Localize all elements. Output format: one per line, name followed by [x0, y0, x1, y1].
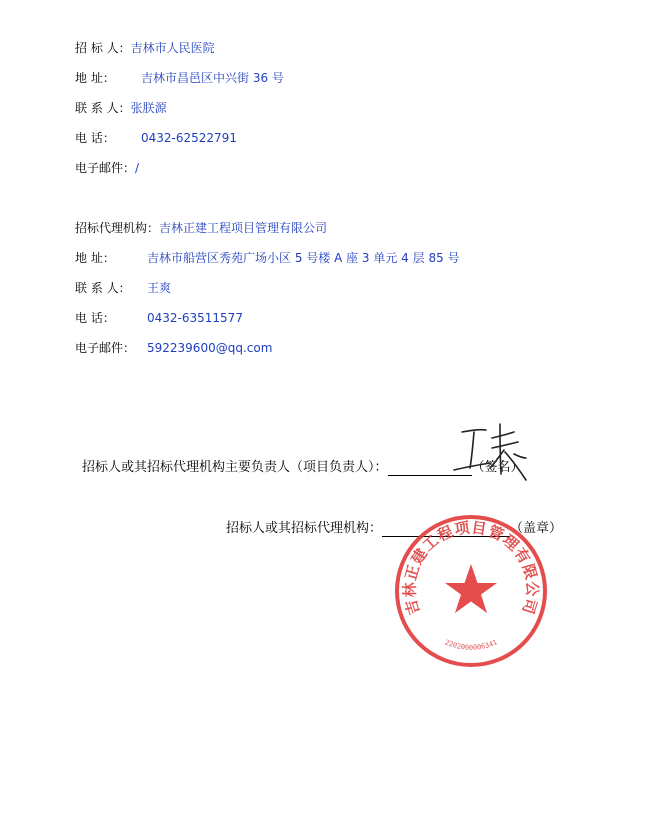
- agency-address-label: 地 址：: [75, 251, 115, 265]
- tenderer-contact-label: 联 系 人：: [75, 101, 131, 115]
- leader-signature-label: 招标人或其招标代理机构主要负责人（项目负责人）：: [82, 460, 388, 475]
- tenderer-contact-row: [75, 101, 167, 115]
- agency-address-value: 吉林市船营区秀苑广场小区 5 号楼 A 座 3 单元 4 层 85 号: [147, 251, 460, 265]
- agency-name-label: 招标代理机构：: [75, 221, 160, 235]
- agency-name-value: 吉林正建工程项目管理有限公司: [159, 221, 328, 235]
- leader-signature-suffix: （签名）: [471, 460, 524, 475]
- seal-number: 2202000006341: [443, 638, 499, 652]
- seal-text: 吉林正建工程项目管理有限公司: [400, 518, 542, 617]
- tenderer-address-value: 吉林市昌邑区中兴街 36 号: [141, 71, 284, 85]
- handwritten-signature: [448, 418, 538, 488]
- agency-email-row: [75, 341, 272, 355]
- agency-address-row: [75, 251, 460, 265]
- agency-stamp-label: 招标人或其招标代理机构：: [226, 521, 383, 536]
- agency-contact-value: 王爽: [147, 281, 172, 295]
- tenderer-email-label: 电子邮件：: [75, 161, 136, 175]
- company-seal: [392, 512, 550, 670]
- tenderer-phone-label: 电 话：: [75, 131, 115, 145]
- tenderer-email-value: /: [135, 161, 140, 175]
- agency-contact-label: 联 系 人：: [75, 281, 131, 295]
- tenderer-name-value: 吉林市人民医院: [130, 41, 215, 55]
- tenderer-address-row: [75, 71, 284, 85]
- agency-phone-value: 0432-63511577: [147, 311, 243, 325]
- agency-stamp-suffix: （盖章）: [510, 521, 563, 536]
- agency-email-value: 592239600@qq.com: [147, 341, 273, 355]
- tenderer-name-label: 招 标 人：: [75, 41, 131, 55]
- tenderer-contact-value: 张朕源: [130, 101, 167, 115]
- tenderer-name-row: [75, 41, 215, 55]
- tenderer-address-label: 地 址：: [75, 71, 115, 85]
- agency-phone-label: 电 话：: [75, 311, 115, 325]
- tenderer-email-row: [75, 161, 139, 175]
- agency-name-row: [75, 221, 327, 235]
- tenderer-phone-row: [75, 131, 237, 145]
- agency-phone-row: [75, 311, 243, 325]
- seal-star-icon: [445, 564, 497, 613]
- svg-text:2202000006341: [444, 638, 499, 651]
- tenderer-phone-value: 0432-62522791: [141, 131, 237, 145]
- agency-contact-row: [75, 281, 171, 295]
- agency-email-label: 电子邮件：: [75, 341, 136, 355]
